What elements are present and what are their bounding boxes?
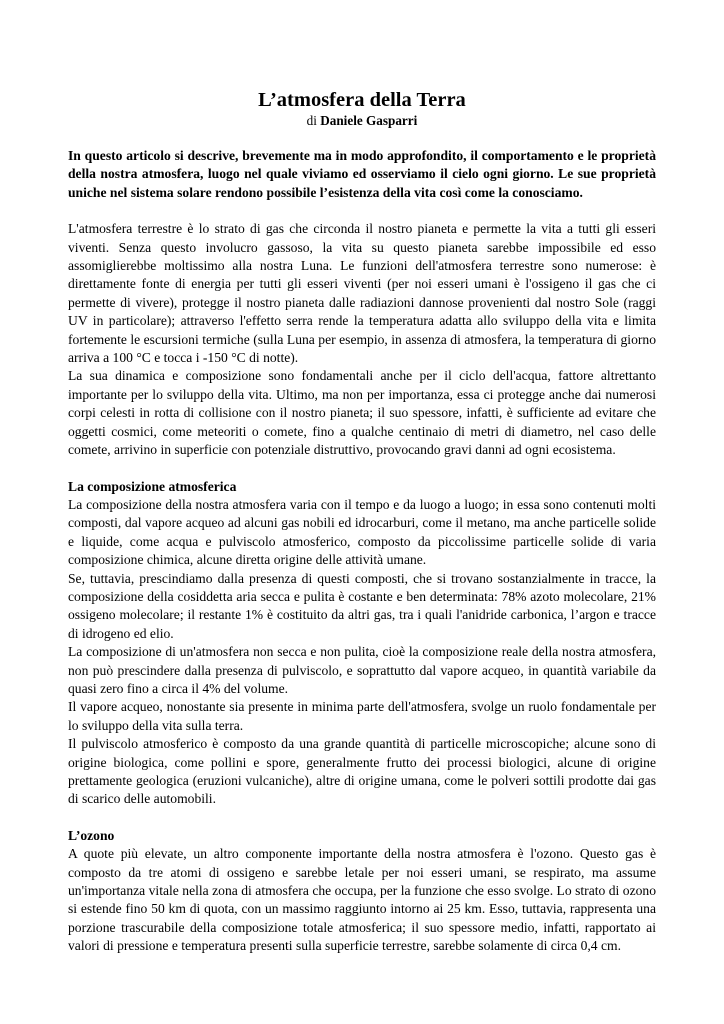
author-name: Daniele Gasparri [320,113,418,128]
section-heading-composition: La composizione atmosferica [68,478,237,494]
body-paragraph: Il pulviscolo atmosferico è composto da una grande quantità di particelle microscopiche; alcune sono di origine biologica, come pollini e spore, generalmente frutto dei processi biologici, alcune di origine prettamente geologica (eruzioni vulcaniche), altre di origine umana, come le polveri sottili prodotte dai gas di scarico delle automobili. [68,736,656,807]
byline [68,112,656,129]
body-paragraph: La composizione della nostra atmosfera varia con il tempo e da luogo a luogo; in essa sono contenuti molti composti, dal vapore acqueo ad alcuni gas nobili ed idrocarburi, come il metano, ma anche particelle solide e liquide, come acqua e pulviscolo atmosferico, composto da piccolissime particelle solide di varia composizione chimica, alcune diretta origine delle attività umane. [68,496,656,568]
body-paragraph: La composizione di un'atmosfera non secca e non pulita, cioè la composizione reale della nostra atmosfera, non può prescindere dalla presenza di pulviscolo, e soprattutto dal vapore acqueo, in quantità variabile da quasi zero fino a circa il 4% del volume. [68,644,656,696]
body-paragraph: A quote più elevate, un altro componente importante della nostra atmosfera è l'ozono. Questo gas è composto da tre atomi di ossigeno e sarebbe letale per noi esseri umani, se respirato, ma assume un'importanza vitale nella zona di atmosfera che occupa, per la funzione che esso svolge. Lo strato di ozono si estende fino 50 km di quota, con un massimo raggiunto intorno ai 25 km. Esso, tuttavia, rappresenta una porzione trascurabile della composizione totale atmosferica; il suo spessore medio, infatti, rapportato ai valori di pressione e temperatura presenti sulla superficie terrestre, sarebbe solamente di circa 0,4 cm. [68,846,656,954]
byline-prefix: di [306,113,317,128]
document-page [68,88,656,956]
body-paragraph: La sua dinamica e composizione sono fondamentali anche per il ciclo dell'acqua, fattore altrettanto importante per lo sviluppo della vita. Ultimo, ma non per importanza, essa ci protegge anche dai numerosi corpi celesti in rotta di collisione con il nostro pianeta; il suo spessore, infatti, è sufficiente ad evitare che oggetti cosmici, come meteoriti o comete, fino a qualche centinaio di metri di diametro, nel caso delle comete, arrivino in superficie con potenziale distruttivo, provocando gravi danni ad ogni ecosistema. [68,368,656,458]
abstract: In questo articolo si descrive, brevemente ma in modo approfondito, il comportamento e le proprietà della nostra atmosfera, luogo nel quale viviamo ed osserviamo il cielo ogni giorno. Le sue proprietà uniche nel sistema solare rendono possibile l’esistenza della vita così come la conosciamo. [68,148,656,200]
body-paragraph: Il vapore acqueo, nonostante sia presente in minima parte dell'atmosfera, svolge un ruolo fondamentale per lo sviluppo della vita sulla terra. [68,699,656,733]
document-title: L’atmosfera della Terra [258,89,466,111]
body-paragraph: Se, tuttavia, prescindiamo dalla presenza di questi composti, che si trovano sostanzialmente in tracce, la composizione della cosiddetta aria secca e pulita è costante e ben determinata: 78% azoto molecolare, 21% ossigeno molecolare; il restante 1% è costituito da altri gas, tra i quali l'anidride carbonica, l’argon e tracce di idrogeno ed elio. [68,570,656,641]
body-paragraph: L'atmosfera terrestre è lo strato di gas che circonda il nostro pianeta e permette la vita a tutti gli esseri viventi. Senza questo involucro gassoso, la vita su questo pianeta sarebbe impossibile ed esso assomiglierebbe moltissimo alla nostra Luna. Le funzioni dell'atmosfera terrestre sono numerose: è direttamente fonte di energia per tutti gli esseri viventi (per noi esseri umani è l'ossigeno il gas che ci permette di vivere), protegge il nostro pianeta dalle radiazioni dannose provenienti dal nostro Sole (raggi UV in particolare); attraverso l'effetto serra rende la temperatura adatta allo sviluppo della vita e limita fortemente le escursioni termiche (sulla Luna per esempio, in assenza di atmosfera, la temperatura di giorno arriva a 100 °C e tocca i -150 °C di notte). [68,221,656,366]
section-heading-ozone: L’ozono [68,827,115,843]
